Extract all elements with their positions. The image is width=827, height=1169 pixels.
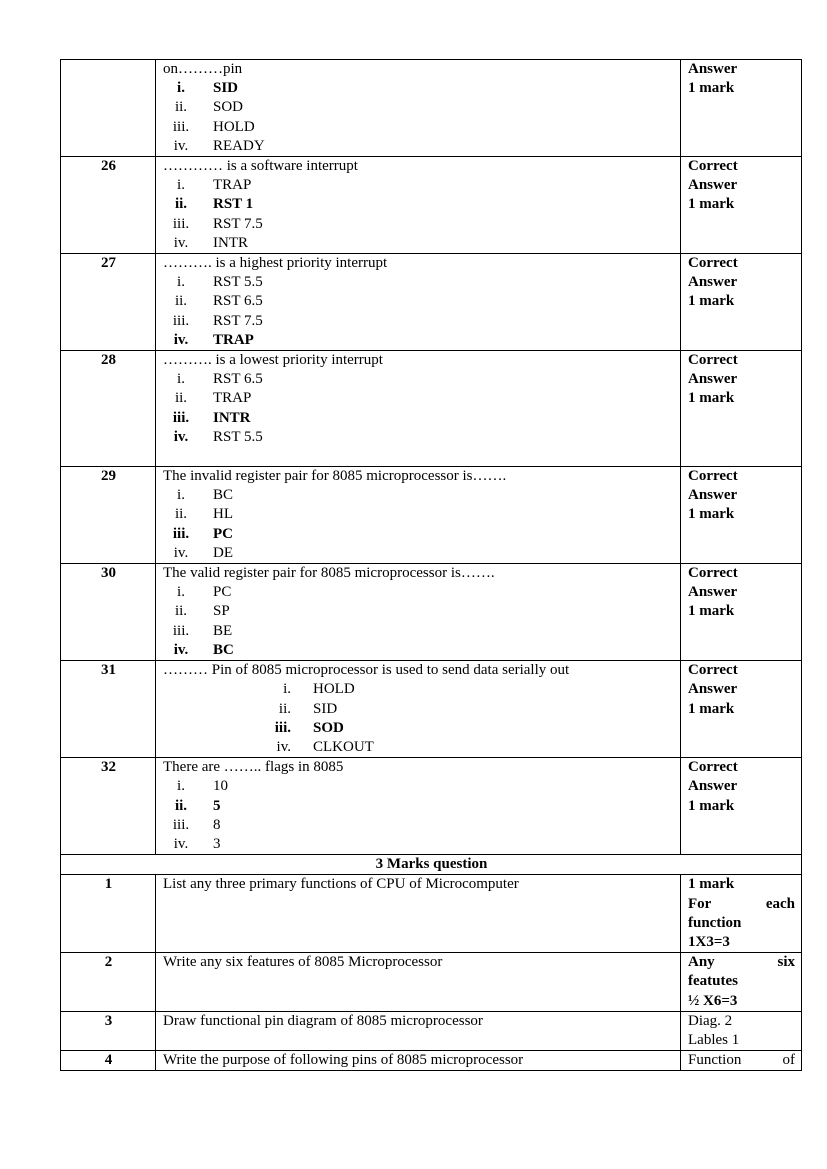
question-number: 26 bbox=[61, 157, 156, 254]
marks-cell: Correct Answer 1 mark bbox=[681, 351, 802, 467]
marks-cell: Diag. 2 Lables 1 bbox=[681, 1011, 802, 1050]
option: ii. SP bbox=[174, 603, 230, 620]
long-question-row bbox=[61, 1051, 802, 1071]
question-text: ………… is a software interrupt bbox=[163, 158, 358, 175]
option: iii. RST 7.5 bbox=[172, 215, 263, 232]
question-text: ……… Pin of 8085 microprocessor is used to send data serially out bbox=[163, 662, 570, 679]
question-number: 4 bbox=[61, 1051, 156, 1071]
option: iv. 3 bbox=[173, 835, 221, 852]
option: i. 10 bbox=[177, 778, 228, 795]
option: iv. READY bbox=[173, 137, 265, 154]
question-number bbox=[61, 60, 156, 157]
option: iv. INTR bbox=[173, 234, 248, 251]
marks-cell: Correct Answer 1 mark bbox=[681, 467, 802, 564]
mcq-row bbox=[61, 254, 802, 351]
question-cell bbox=[156, 157, 681, 254]
option: i. HOLD bbox=[283, 681, 355, 698]
marks-cell: Function of bbox=[681, 1051, 802, 1071]
question-text: Write the purpose of following pins of 8085 microprocessor bbox=[156, 1051, 681, 1071]
marks-cell: Answer 1 mark bbox=[681, 60, 802, 157]
question-cell bbox=[156, 758, 681, 855]
long-question-row bbox=[61, 1011, 802, 1050]
question-text: Write any six features of 8085 Microprocessor bbox=[156, 953, 681, 1012]
option: iv. DE bbox=[173, 544, 233, 561]
marks-cell: Correct Answer 1 mark bbox=[681, 157, 802, 254]
option: i. BC bbox=[177, 487, 234, 504]
option: ii. SOD bbox=[174, 99, 244, 116]
option: ii. RST 6.5 bbox=[174, 293, 263, 310]
question-text: ………. is a lowest priority interrupt bbox=[163, 352, 383, 369]
marks-cell: Correct Answer 1 mark bbox=[681, 758, 802, 855]
mcq-row bbox=[61, 467, 802, 564]
question-cell bbox=[156, 467, 681, 564]
option: iii. RST 7.5 bbox=[172, 312, 263, 329]
mcq-row bbox=[61, 351, 802, 467]
option: iv. RST 5.5 bbox=[173, 428, 263, 445]
marks-cell: Correct Answer 1 mark bbox=[681, 254, 802, 351]
question-number: 29 bbox=[61, 467, 156, 564]
option: iii. SOD bbox=[274, 719, 344, 736]
option: ii. RST 1 bbox=[174, 196, 254, 213]
option: i. RST 5.5 bbox=[177, 274, 263, 291]
section-title: 3 Marks question bbox=[61, 855, 802, 875]
question-number: 27 bbox=[61, 254, 156, 351]
mcq-row bbox=[61, 157, 802, 254]
option: ii. HL bbox=[174, 506, 233, 523]
question-number: 1 bbox=[61, 875, 156, 953]
option: iii. INTR bbox=[172, 409, 251, 426]
question-number: 31 bbox=[61, 661, 156, 758]
question-number: 2 bbox=[61, 953, 156, 1012]
question-number: 28 bbox=[61, 351, 156, 467]
question-text: on………pin bbox=[163, 61, 243, 77]
option: i. SID bbox=[177, 80, 239, 97]
question-text: Draw functional pin diagram of 8085 microprocessor bbox=[156, 1011, 681, 1050]
marks-cell: 1 mark For each function 1X3=3 bbox=[681, 875, 802, 953]
option: iii. PC bbox=[172, 525, 233, 542]
option: iv. TRAP bbox=[173, 331, 254, 348]
question-text: The invalid register pair for 8085 microprocessor is……. bbox=[163, 468, 507, 485]
question-cell bbox=[156, 60, 681, 157]
question-number: 30 bbox=[61, 564, 156, 661]
option: i. RST 6.5 bbox=[177, 371, 263, 388]
option: ii. 5 bbox=[174, 797, 221, 814]
long-question-row bbox=[61, 953, 802, 1012]
marks-cell: Any six featutes ½ X6=3 bbox=[681, 953, 802, 1012]
marks-cell: Correct Answer 1 mark bbox=[681, 564, 802, 661]
option: ii. TRAP bbox=[174, 390, 252, 407]
mcq-row bbox=[61, 60, 802, 157]
question-text: There are …….. flags in 8085 bbox=[163, 759, 344, 776]
question-text: ………. is a highest priority interrupt bbox=[163, 255, 388, 272]
question-number: 3 bbox=[61, 1011, 156, 1050]
mcq-row bbox=[61, 564, 802, 661]
question-cell bbox=[156, 564, 681, 661]
question-cell bbox=[156, 661, 681, 758]
option: iii. HOLD bbox=[172, 118, 255, 135]
question-cell bbox=[156, 254, 681, 351]
question-text: The valid register pair for 8085 microprocessor is……. bbox=[163, 565, 495, 582]
question-text: List any three primary functions of CPU of Microcomputer bbox=[156, 875, 681, 953]
option: iv. CLKOUT bbox=[276, 738, 374, 755]
option: iv. BC bbox=[173, 641, 234, 658]
mcq-row bbox=[61, 758, 802, 855]
mcq-row bbox=[61, 661, 802, 758]
option: i. TRAP bbox=[177, 177, 252, 194]
marks-cell: Correct Answer 1 mark bbox=[681, 661, 802, 758]
option: iii. 8 bbox=[172, 816, 221, 833]
question-number: 32 bbox=[61, 758, 156, 855]
answer-key-table bbox=[60, 59, 802, 1071]
option: iii. BE bbox=[172, 622, 233, 639]
option: ii. SID bbox=[278, 700, 338, 717]
option: i. PC bbox=[177, 584, 232, 601]
long-question-row bbox=[61, 875, 802, 953]
section-row bbox=[61, 855, 802, 875]
question-cell bbox=[156, 351, 681, 467]
